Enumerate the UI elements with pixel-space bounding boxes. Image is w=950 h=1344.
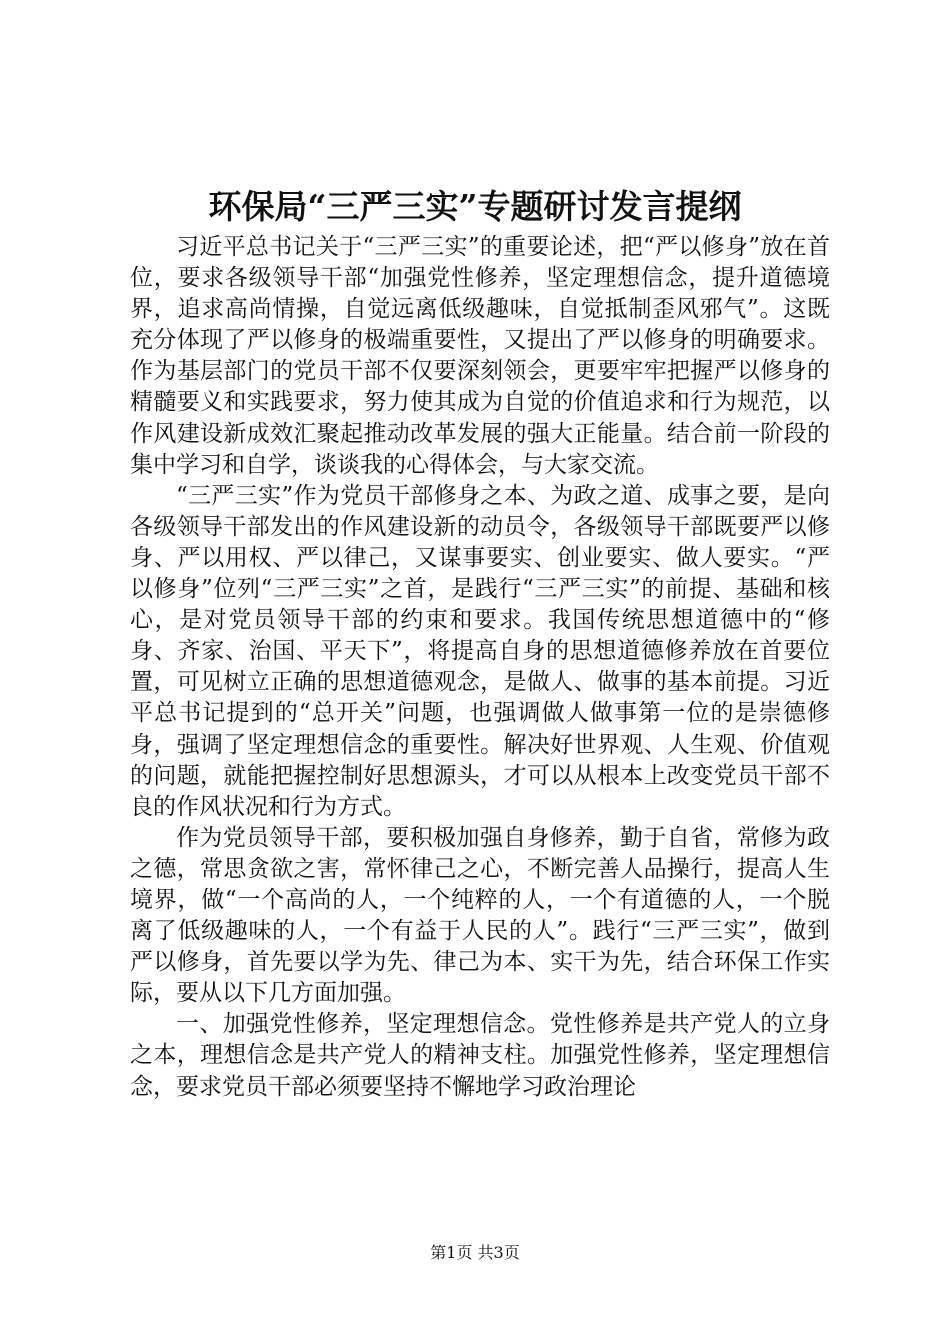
paragraph-3: 作为党员领导干部，要积极加强自身修养，勤于自省，常修为政之德，常思贪欲之害，常怀律己之心，不断完善人品操行，提高人生境界，做“一个高尚的人，一个纯粹的人，一个有道德的人，一个脱离了低级趣味的人，一个有益于人民的人”。践行“三严三实”，做到严以修身，首先要以学为先、律己为本、实干为先，结合环保工作实际，要从以下几方面加强。	[130, 824, 830, 1007]
page-footer: 第1页 共3页	[430, 1243, 520, 1262]
document-title: 环保局“三严三实”专题研讨发言提纲	[208, 187, 742, 226]
paragraph-4: 一、加强党性修养，坚定理想信念。党性修养是共产党人的立身之本，理想信念是共产党人的精神支柱。加强党性修养，坚定理想信念，要求党员干部必须要坚持不懈地学习政治理论	[130, 1011, 830, 1100]
paragraph-1: 习近平总书记关于“三严三实”的重要论述，把“严以修身”放在首位，要求各级领导干部“加强党性修养，坚定理想信念，提升道德境界，追求高尚情操，自觉远离低级趣味，自觉抵制歪风邪气”。这既充分体现了严以修身的极端重要性，又提出了严以修身的明确要求。作为基层部门的党员干部不仅要深刻领会，更要牢牢把握严以修身的精髓要义和实践要求，努力使其成为自觉的价值追求和行为规范，以作风建设新成效汇聚起推动改革发展的强大正能量。结合前一阶段的集中学习和自学，谈谈我的心得体会，与大家交流。	[130, 234, 830, 478]
document-body	[130, 232, 830, 1103]
paragraph-2: “三严三实”作为党员干部修身之本、为政之道、成事之要，是向各级领导干部发出的作风建设新的动员令，各级领导干部既要严以修身、严以用权、严以律己，又谋事要实、创业要实、做人要实。“严以修身”位列“三严三实”之首，是践行“三严三实”的前提、基础和核心，是对党员领导干部的约束和要求。我国传统思想道德中的“修身、齐家、治国、平天下”，将提高自身的思想道德修养放在首要位置，可见树立正确的思想道德观念，是做人、做事的基本前提。习近平总书记提到的“总开关”问题，也强调做人做事第一位的是崇德修身，强调了坚定理想信念的重要性。解决好世界观、人生观、价值观的问题，就能把握控制好思想源头，才可以从根本上改变党员干部不良的作风状况和行为方式。	[130, 482, 830, 820]
